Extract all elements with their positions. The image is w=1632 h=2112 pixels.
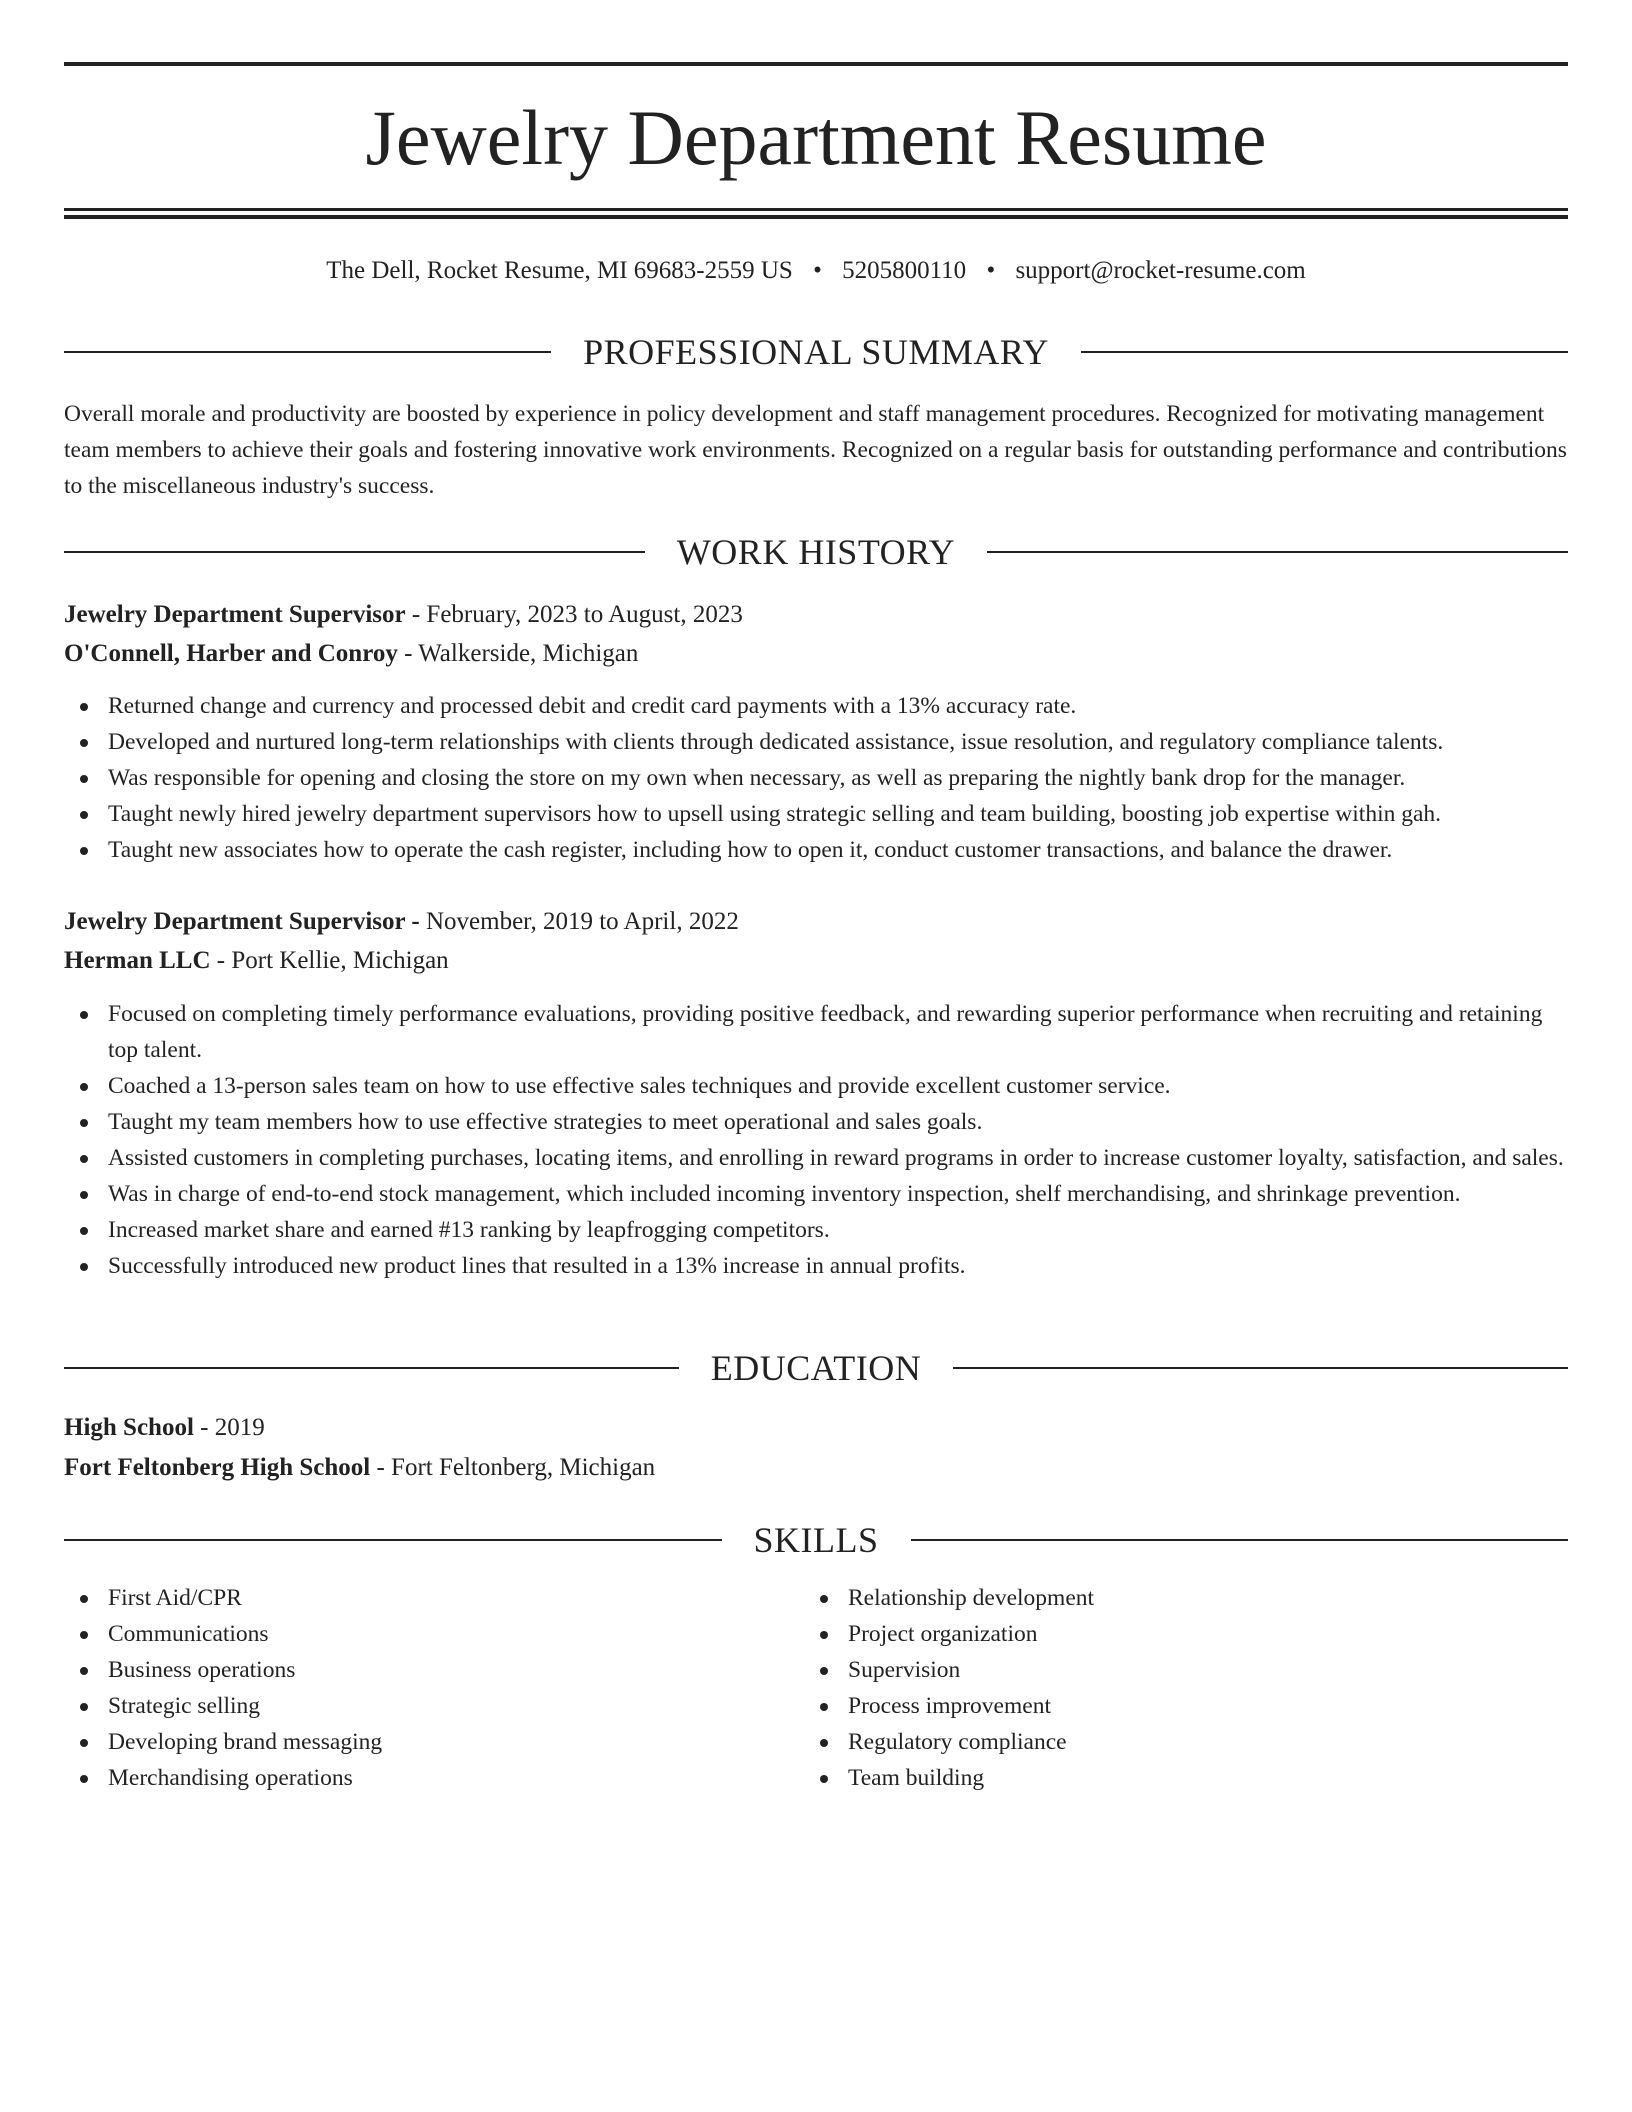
header-top-rule [64, 62, 1568, 66]
section-heading-work-history [64, 530, 1568, 574]
job-company-line [64, 943, 1568, 979]
job-title: Jewelry Department Supervisor [64, 601, 406, 628]
bullet-icon [80, 1119, 88, 1127]
summary-text: Overall morale and productivity are boosted by experience in policy development and staff management procedures. Recognized for motivating management team members to achieve their goals and fostering innovative work environments. Recognized on a regular basis for outstanding performance and contributions to the miscellaneous industry's success. [64, 401, 1567, 499]
heading-rule-left [64, 551, 645, 553]
bullet-icon [80, 811, 88, 819]
list-item: Project organization [804, 1616, 1544, 1652]
list-item: Developing brand messaging [64, 1724, 804, 1760]
section-heading-skills [64, 1518, 1568, 1562]
job-dates: - February, 2023 to August, 2023 [405, 601, 743, 628]
skills-list-right [804, 1580, 1544, 1796]
bullet-icon [820, 1631, 828, 1639]
bullet-icon [820, 1595, 828, 1603]
list-item: Team building [804, 1760, 1544, 1796]
job-location: - Walkerside, Michigan [397, 640, 639, 667]
contact-phone: 5205800110 [842, 257, 967, 284]
list-item: First Aid/CPR [64, 1580, 804, 1616]
contact-address: The Dell, Rocket Resume, MI 69683-2559 US [326, 257, 793, 284]
bullet-icon [80, 703, 88, 711]
heading-rule-right [1081, 351, 1568, 353]
bullet-icon [820, 1775, 828, 1783]
heading-rule-right [987, 551, 1568, 553]
bullet-icon [80, 1155, 88, 1163]
list-item: Successfully introduced new product lines that resulted in a 13% increase in annual profits. [64, 1248, 1568, 1284]
list-item: Was responsible for opening and closing the store on my own when necessary, as well as preparing the nightly bank drop for the manager. [64, 760, 1568, 796]
bullet-icon [820, 1667, 828, 1675]
education-year: - 2019 [193, 1414, 265, 1441]
job-title: Jewelry Department Supervisor - [64, 908, 420, 935]
job-location: - Port Kellie, Michigan [210, 947, 449, 974]
heading-rule-right [953, 1367, 1568, 1369]
job-bullets [64, 996, 1568, 1284]
header-bottom-rule [64, 208, 1568, 211]
job-title-line [64, 904, 1568, 940]
list-item: Taught new associates how to operate the cash register, including how to open it, conduct customer transactions, and balance the drawer. [64, 832, 1568, 868]
list-item: Developed and nurtured long-term relationships with clients through dedicated assistance, issue resolution, and regulatory compliance talents. [64, 724, 1568, 760]
header-bottom-rule-thick [64, 215, 1568, 219]
resume-title: Jewelry Department Resume [365, 94, 1267, 181]
job-company-line [64, 636, 1568, 672]
bullet-icon [80, 1227, 88, 1235]
bullet-icon [820, 1739, 828, 1747]
heading-rule-right [911, 1539, 1569, 1541]
bullet-icon [80, 1263, 88, 1271]
list-item: Focused on completing timely performance evaluations, providing positive feedback, and rewarding superior performance when recruiting and retaining top talent. [64, 996, 1568, 1068]
bullet-icon [80, 1703, 88, 1711]
bullet-icon [820, 1703, 828, 1711]
list-item: Taught newly hired jewelry department supervisors how to upsell using strategic selling and team building, boosting job expertise within gah. [64, 796, 1568, 832]
heading-rule-left [64, 1367, 679, 1369]
job-title-line [64, 597, 1568, 633]
list-item: Communications [64, 1616, 804, 1652]
contact-separator: • [986, 257, 996, 284]
heading-rule-left [64, 351, 551, 353]
education-location: - Fort Feltonberg, Michigan [370, 1454, 656, 1481]
job-dates: November, 2019 to April, 2022 [419, 908, 739, 935]
bullet-icon [80, 1739, 88, 1747]
list-item: Increased market share and earned #13 ranking by leapfrogging competitors. [64, 1212, 1568, 1248]
education-degree-line [64, 1410, 1568, 1446]
section-title: WORK HISTORY [676, 532, 956, 572]
list-item: Merchandising operations [64, 1760, 804, 1796]
bullet-icon [80, 1775, 88, 1783]
section-heading-summary [64, 330, 1568, 374]
bullet-icon [80, 1191, 88, 1199]
contact-separator: • [813, 257, 822, 284]
bullet-icon [80, 1595, 88, 1603]
contact-email: support@rocket-resume.com [1015, 257, 1306, 284]
bullet-icon [80, 1011, 88, 1019]
education-school: Fort Feltonberg High School [64, 1454, 371, 1481]
education-degree: High School [64, 1414, 194, 1441]
section-title: EDUCATION [710, 1348, 922, 1388]
skills-list-left [64, 1580, 804, 1796]
section-heading-education [64, 1346, 1568, 1390]
list-item: Assisted customers in completing purchases, locating items, and enrolling in reward programs in order to increase customer loyalty, satisfaction, and sales. [64, 1140, 1568, 1176]
list-item: Regulatory compliance [804, 1724, 1544, 1760]
bullet-icon [80, 775, 88, 783]
bullet-icon [80, 739, 88, 747]
list-item: Coached a 13-person sales team on how to use effective sales techniques and provide excellent customer service. [64, 1068, 1568, 1104]
bullet-icon [80, 1083, 88, 1091]
list-item: Returned change and currency and processed debit and credit card payments with a 13% accuracy rate. [64, 688, 1568, 724]
job-company: Herman LLC [64, 947, 211, 974]
bullet-icon [80, 847, 88, 855]
contact-line [64, 254, 1568, 288]
job-bullets [64, 688, 1568, 868]
bullet-icon [80, 1631, 88, 1639]
education-school-line [64, 1450, 1568, 1486]
heading-rule-left [64, 1539, 722, 1541]
section-title: SKILLS [753, 1520, 879, 1560]
list-item: Business operations [64, 1652, 804, 1688]
job-company: O'Connell, Harber and Conroy [64, 640, 398, 667]
list-item: Process improvement [804, 1688, 1544, 1724]
list-item: Supervision [804, 1652, 1544, 1688]
list-item: Was in charge of end-to-end stock management, which included incoming inventory inspection, shelf merchandising, and shrinkage prevention. [64, 1176, 1568, 1212]
list-item: Strategic selling [64, 1688, 804, 1724]
section-title: PROFESSIONAL SUMMARY [583, 332, 1049, 372]
bullet-icon [80, 1667, 88, 1675]
list-item: Taught my team members how to use effective strategies to meet operational and sales goals. [64, 1104, 1568, 1140]
list-item: Relationship development [804, 1580, 1544, 1616]
